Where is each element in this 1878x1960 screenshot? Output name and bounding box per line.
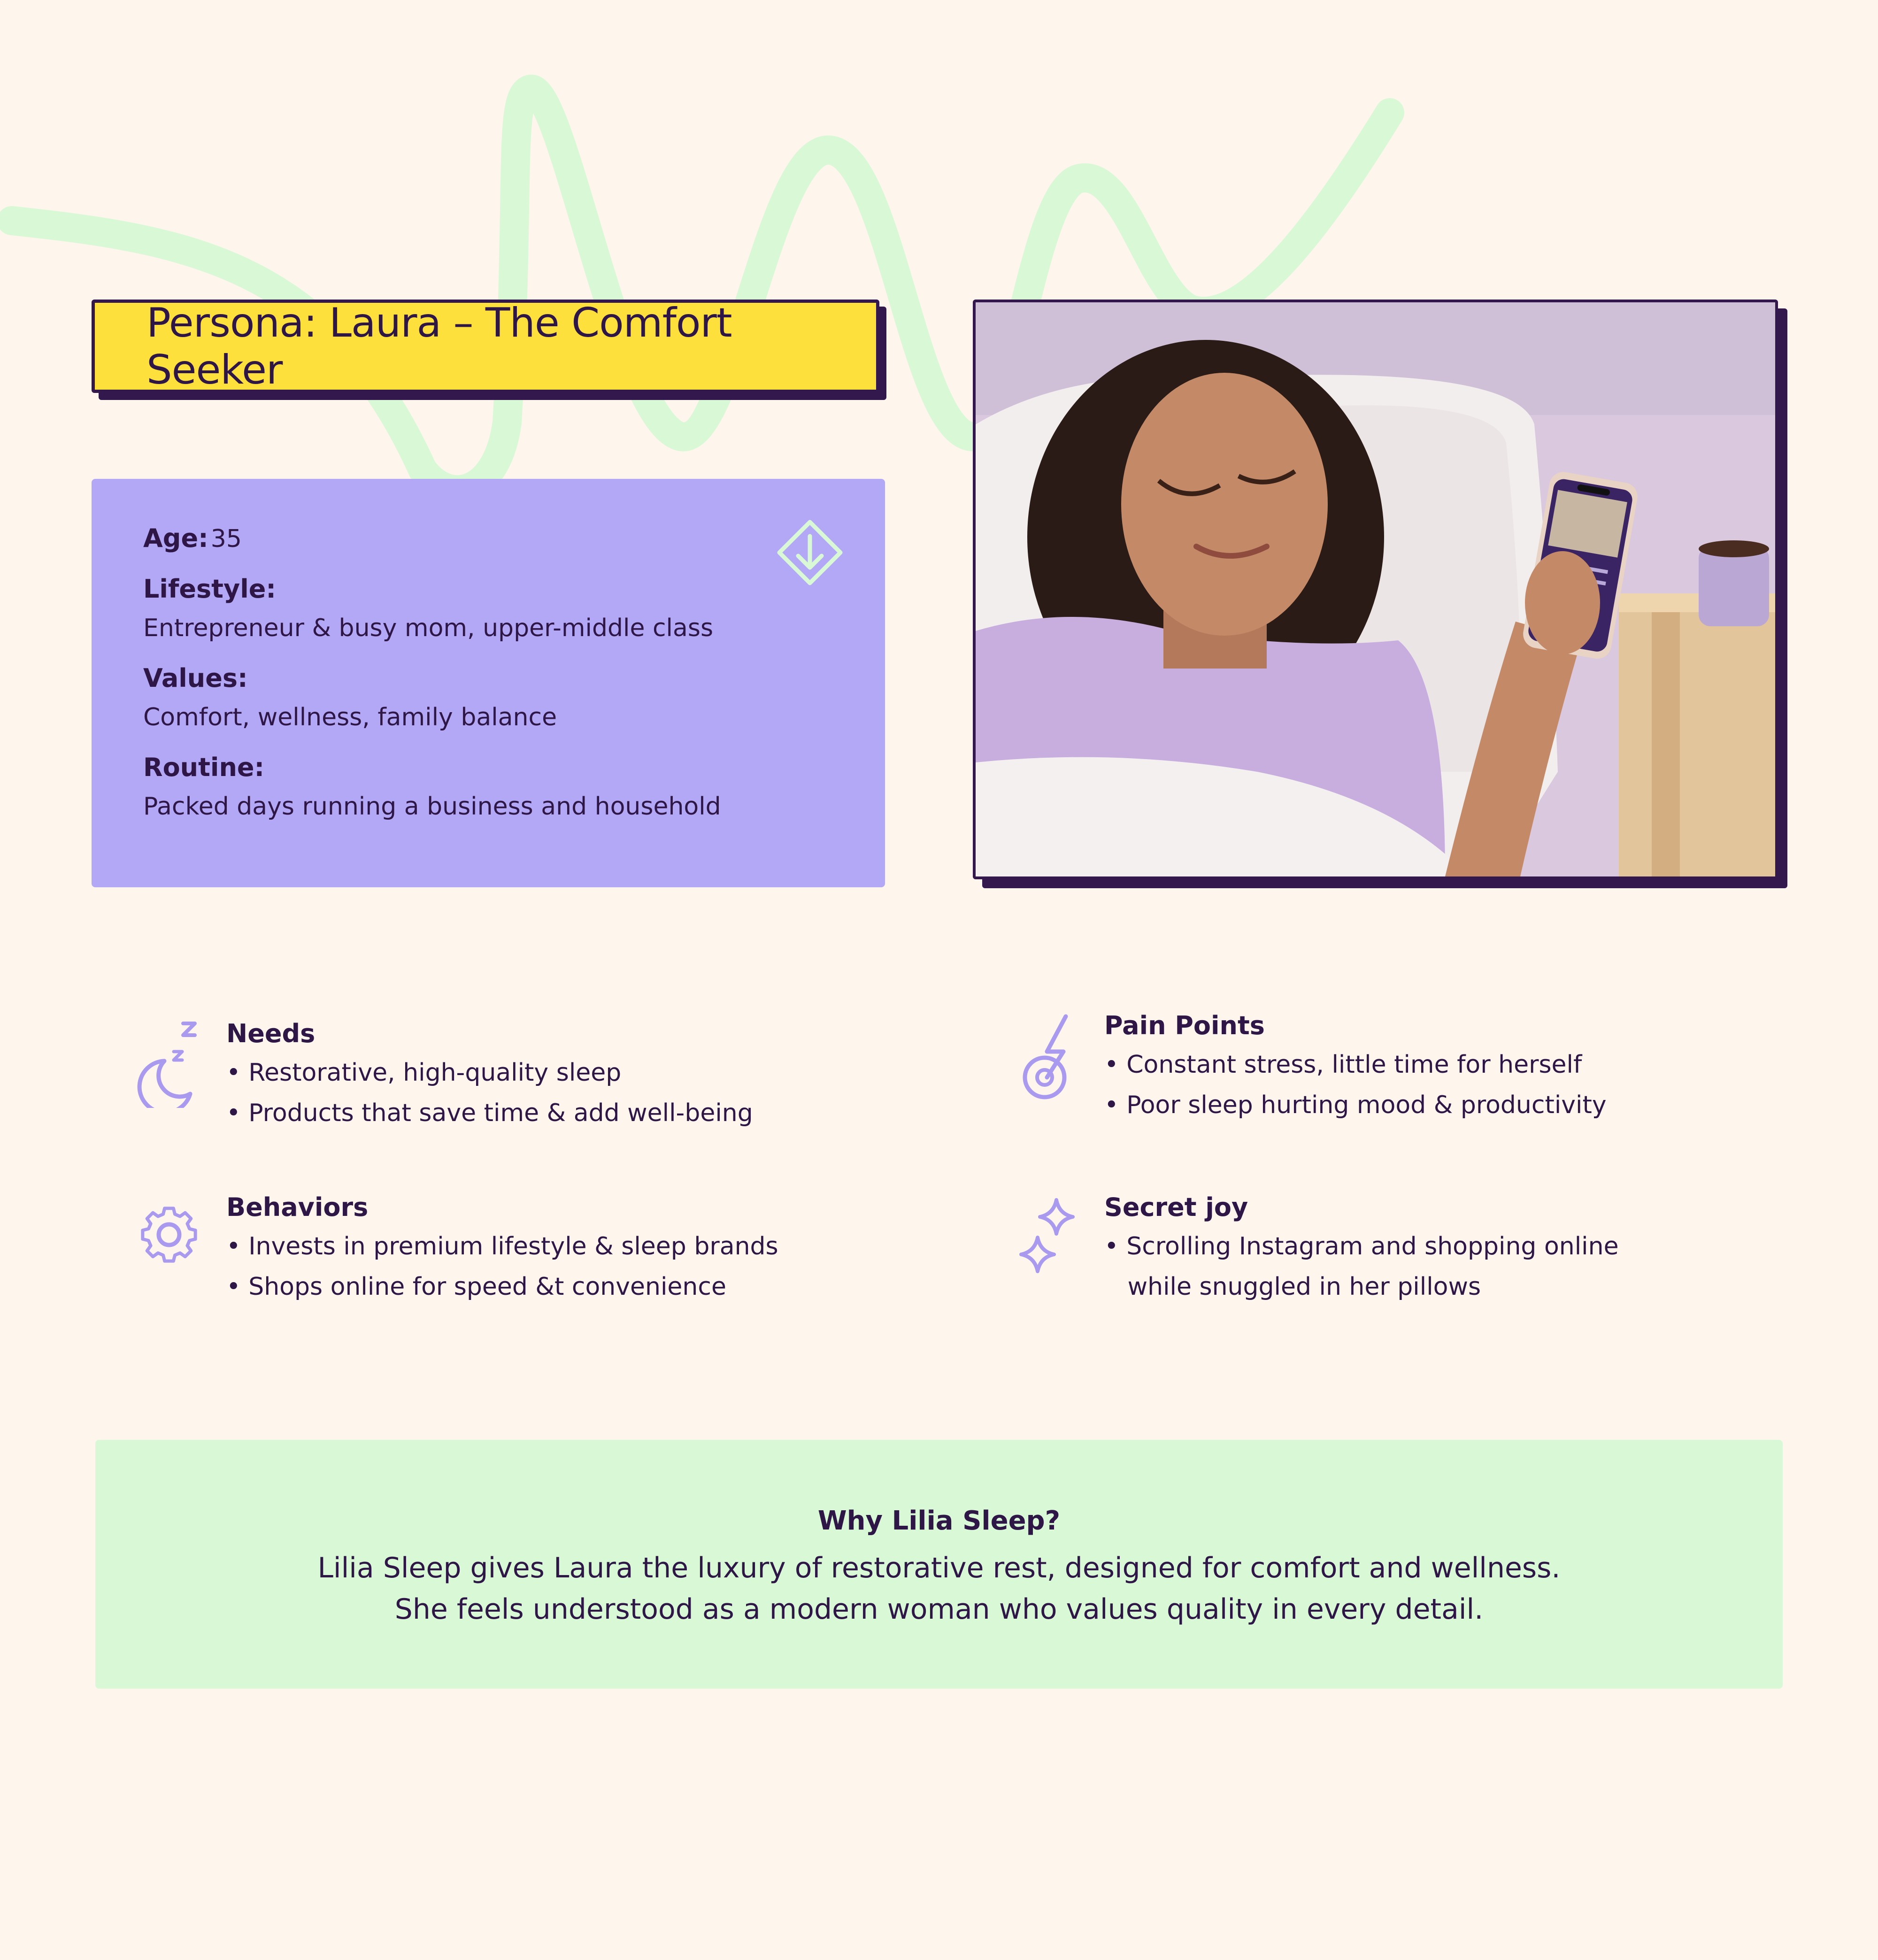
lifestyle-label: Lifestyle: [143, 574, 276, 604]
age-row [143, 523, 885, 553]
list-item: • Constant stress, little time for herself [1104, 1045, 1607, 1085]
secret-joy-list [1104, 1226, 1619, 1307]
diamond-arrow-icon [775, 517, 845, 588]
persona-info-card [92, 479, 885, 887]
age-value: 35 [210, 525, 242, 553]
persona-photo [973, 300, 1778, 879]
sparkle-icon [1019, 1197, 1085, 1291]
needs-list [226, 1053, 753, 1133]
needs-heading: Needs [226, 1019, 316, 1048]
why-line-2: She feels understood as a modern woman who values quality in every detail. [394, 1593, 1484, 1626]
secret-joy-section [1019, 1192, 1770, 1319]
behaviors-section [136, 1192, 840, 1319]
page-title [92, 300, 879, 393]
page-title-text: Persona: Laura – The Comfort Seeker [146, 299, 732, 393]
behaviors-list [226, 1226, 778, 1307]
pain-points-section [1019, 1007, 1770, 1129]
list-item: • Products that save time & add well-being [226, 1093, 753, 1133]
why-line-1: Lilia Sleep gives Laura the luxury of restorative rest, designed for comfort and wellness. [317, 1552, 1561, 1584]
list-item: while snuggled in her pillows [1127, 1273, 1481, 1301]
values-value: Comfort, wellness, family balance [143, 703, 557, 731]
routine-field [143, 753, 885, 821]
lifestyle-field [143, 574, 885, 642]
gear-icon [136, 1197, 202, 1291]
why-lilia-sleep-box [95, 1440, 1783, 1689]
list-item: • Scrolling Instagram and shopping online [1104, 1226, 1619, 1267]
values-label: Values: [143, 663, 248, 693]
routine-value: Packed days running a business and household [143, 792, 721, 821]
why-heading: Why Lilia Sleep? [817, 1506, 1061, 1536]
moon-sleep-icon [136, 1014, 202, 1108]
lightning-stress-icon [1019, 1007, 1085, 1101]
pain-points-list [1104, 1045, 1607, 1125]
list-item: • Shops online for speed &t convenience [226, 1267, 778, 1307]
list-item: • Invests in premium lifestyle & sleep brands [226, 1226, 778, 1267]
lifestyle-value: Entrepreneur & busy mom, upper-middle class [143, 614, 714, 642]
list-item: • Poor sleep hurting mood & productivity [1104, 1085, 1607, 1125]
values-field [143, 663, 885, 731]
routine-label: Routine: [143, 753, 265, 782]
list-item: • Restorative, high-quality sleep [226, 1053, 753, 1093]
age-label: Age: [143, 523, 208, 553]
secret-joy-heading: Secret joy [1104, 1192, 1248, 1222]
needs-section [136, 1014, 840, 1136]
pain-points-heading: Pain Points [1104, 1011, 1265, 1040]
behaviors-heading: Behaviors [226, 1192, 369, 1222]
